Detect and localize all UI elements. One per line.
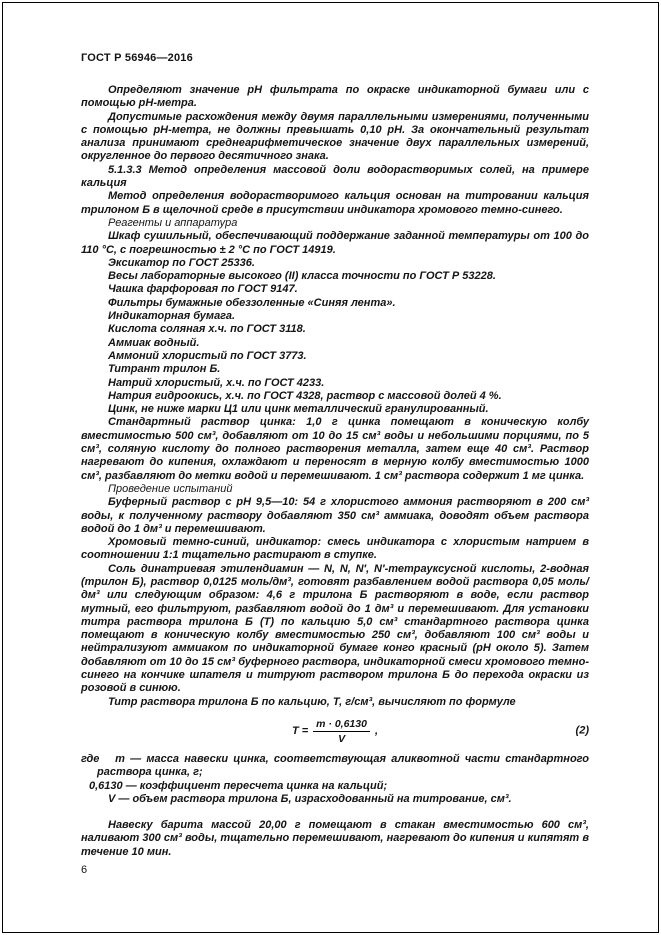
formula-block [81,718,589,745]
formula-lhs: T = [291,724,309,737]
paragraph: Эксикатор по ГОСТ 25336. [108,256,255,269]
formula [292,718,378,745]
paragraph: Шкаф сушильный, обеспечивающий поддержание заданной температуры от 100 до 110 °С, с погрешностью ± 2 °С по ГОСТ 14919. [81,230,589,256]
paragraph: Натрия гидроокись, х.ч. по ГОСТ 4328, раствор с массовой долей 4 %. [108,389,502,402]
paragraph: Фильтры бумажные обеззоленные «Синяя лента». [108,296,396,309]
paragraph: Чашка фарфоровая по ГОСТ 9147. [108,283,298,296]
paragraph: Натрий хлористый, х.ч. по ГОСТ 4233. [108,376,325,389]
paragraph: Весы лабораторные высокого (II) класса точности по ГОСТ Р 53228. [108,270,496,283]
paragraph: Индикаторная бумага. [108,310,236,323]
doc-header: ГОСТ Р 56946—2016 [81,52,193,64]
paragraph: Кислота соляная х.ч. по ГОСТ 3118. [108,323,306,336]
where-definition-v: V — объем раствора трилона Б, израсходованный на титрование, см³. [108,792,512,805]
paragraph: Метод определения водорастворимого кальция основан на титровании кальция трилоном Б в щелочной среде в присутствии индикатора хромового темно-синего. [81,190,589,216]
subsection-heading: Реагенты и аппаратура [108,216,238,229]
section-heading: 5.1.3.3 Метод определения массовой доли водорастворимых солей, на примере кальция [81,163,589,190]
paragraph: Буферный раствор с pH 9,5—10: 54 г хлористого аммония растворяют в 200 см³ воды, к полученному раствору добавляют 350 см³ аммиака, доводят объем раствора водой до 1 дм³ и перемешивают. [81,496,589,535]
page-number: 6 [81,864,88,876]
paragraph: Допустимые расхождения между двумя параллельными измерениями, полученными с помощью pH-метра, не должны превышать 0,10 pH. За окончательный результат анализа принимают среднеарифметическое значение двух параллельных измерений, округленное до первого десятичного знака. [81,110,589,163]
paragraph: Соль динатриевая этилендиамин — N, N, N′, N′-тетрауксусной кислоты, 2-водная (трилон Б), раствор 0,0125 моль/дм³, готовят разбавлением водой раствора 0,05 моль/дм³ или следующим образом: 4,6 г трилона Б растворяют в воде, если раствор мутный, его фильтруют, разбавляют водой до 1 дм³ и перемешивают. Для установки титра раствора трилона Б (Т) по кальцию 5,0 см³ стандартного раствора цинка помещают в коническую колбу вместимостью 250 см³, добавляют 100 см³ воды и нейтрализуют аммиаком по индикаторной бумаге конго красный (pH около 5). Затем добавляют от 10 до 15 см³ буферного раствора, индикаторной смеси хромового темно-синего на кончике шпателя и титруют раствором трилона Б до перехода окраски из розовой в синюю. [81,562,589,695]
paragraph: Аммиак водный. [108,336,200,349]
formula-comma: , [374,724,379,737]
formula-numerator: m · 0,6130 [313,718,370,732]
paragraph: Титрант трилон Б. [108,363,221,376]
formula-denominator: V [338,732,346,745]
where-definition-coefficient: 0,6130 — коэффициент пересчета цинка на кальций; [89,779,388,792]
subsection-heading: Проведение испытаний [108,482,233,495]
document-body [81,84,589,859]
paragraph: Аммоний хлористый по ГОСТ 3773. [108,349,307,362]
paragraph: Определяют значение pH фильтрата по окраске индикаторной бумаги или с помощью pH-метра. [81,84,589,110]
formula-fraction [313,718,370,745]
paragraph: Титр раствора трилона Б по кальцию, Т, г/см³, вычисляют по формуле [108,695,516,708]
paragraph: Хромовый темно-синий, индикатор: смесь индикатора с хлористым натрием в соотношении 1:1 тщательно растирают в ступке. [81,536,589,562]
paragraph: Цинк, не ниже марки Ц1 или цинк металлический гранулированный. [108,403,489,416]
paragraph: Стандартный раствор цинка: 1,0 г цинка помещают в коническую колбу вместимостью 500 см³, добавляют от 10 до 15 см³ воды и небольшими порциями, по 5 см³, соляную кислоту до полного растворения металла, затем еще 40 см³. Раствор нагревают до кипения, охлаждают и переносят в мерную колбу вместимостью 1000 см³, разбавляют до метки водой и перемешивают. 1 см³ раствора содержит 1 мг цинка. [81,416,589,482]
paragraph: Навеску барита массой 20,00 г помещают в стакан вместимостью 600 см³, наливают 300 см³ воды, тщательно перемешивают, нагревают до кипения и кипятят в течение 10 мин. [81,819,589,858]
where-definition-m: где m — масса навески цинка, соответствующая аликвотной части стандартного раствора цинка, г; [81,752,589,779]
formula-equation-number: (2) [575,724,589,737]
